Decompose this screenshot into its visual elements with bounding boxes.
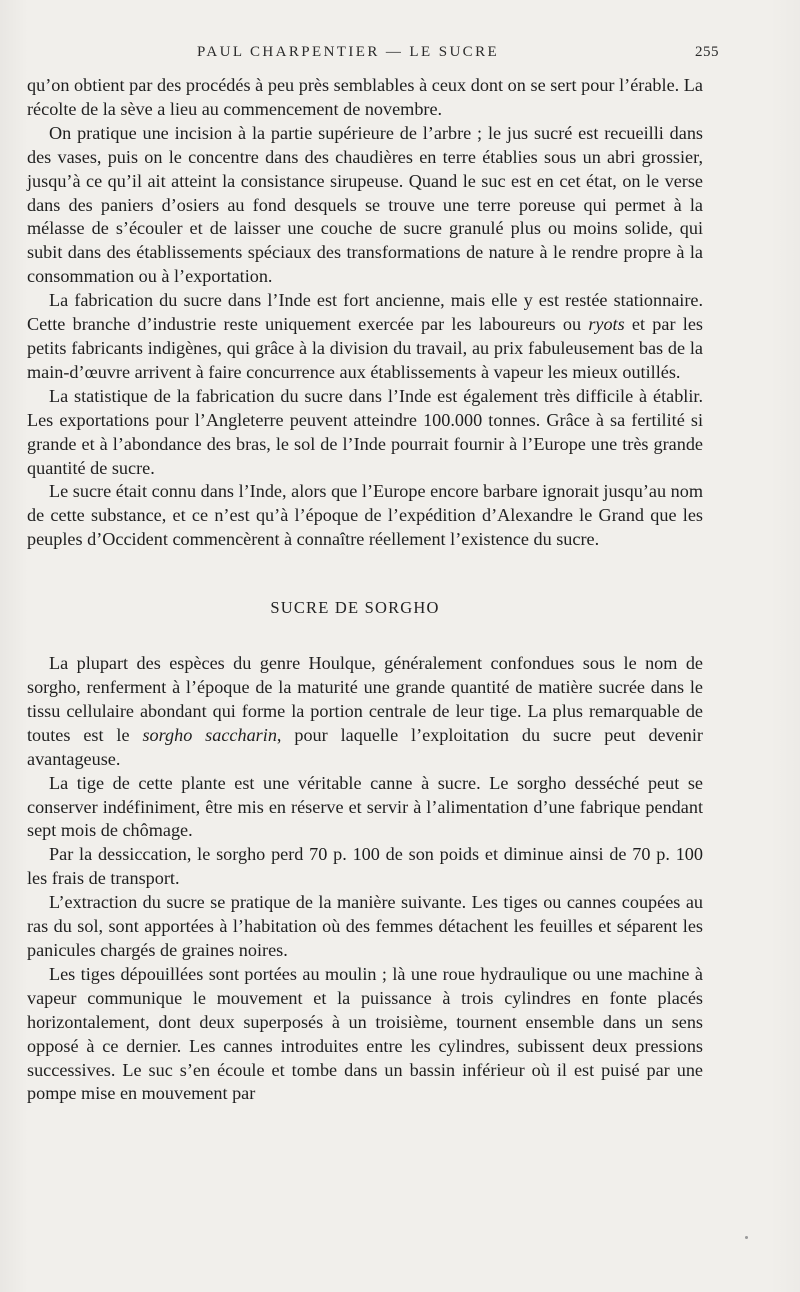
running-head xyxy=(27,38,719,68)
paragraph-inde-fabrication xyxy=(27,289,703,385)
paragraph-histoire: Le sucre était connu dans l’Inde, alors que l’Europe encore barbare ignorait jusqu’au nom de cette substance, et ce n’est qu’à l’époque de l’expédition d’Alexandre le Grand que les peuples d’Occident commencèrent à connaître réellement l’existence du sucre. xyxy=(27,481,703,550)
paragraph-dessiccation: Par la dessiccation, le sorgho perd 70 p. 100 de son poids et diminue ainsi de 70 p. 100 les frais de transport. xyxy=(27,844,703,889)
italic-term-sorgho-saccharin: sorgho saccharin xyxy=(142,724,277,745)
section-1-body xyxy=(27,74,703,552)
running-head-title: PAUL CHARPENTIER — LE SUCRE xyxy=(197,44,500,60)
paragraph-text: , pour laquelle l’exploitation du sucre peut devenir avantageuse. xyxy=(27,724,703,769)
paragraph-continuation: qu’on obtient par des procédés à peu près semblables à ceux dont on se sert pour l’érable. La récolte de la sève a lieu au commencement de novembre. xyxy=(27,75,703,119)
paragraph-statistique: La statistique de la fabrication du sucre dans l’Inde est également très difficile à établir. Les exportations pour l’Angleterre peuvent atteindre 100.000 tonnes. Grâce à sa fertilité si grande et à l’abondance des bras, le sol de l’Inde pourrait fournir à l’Europe une très grande quantité de sucre. xyxy=(27,385,703,478)
book-page xyxy=(27,38,719,1106)
paragraph-text: La fabrication du sucre dans l’Inde est fort ancienne, mais elle y est restée stationnaire. Cette branche d’industrie reste uniquement exercée par les laboureurs ou xyxy=(27,290,703,335)
paragraph-extraction: L’extraction du sucre se pratique de la manière suivante. Les tiges ou cannes coupées au ras du sol, sont apportées à l’habitation où des femmes détachent les feuilles et séparent les panicules chargés de graines noires. xyxy=(27,892,703,960)
paragraph-text: La plupart des espèces du genre Houlque, généralement confondues sous le nom de sorgho, renferment à l’époque de la maturité une grande quantité de matière sucrée dans le tissu cellulaire abondant qui forme la portion centrale de leur tige. La plus remarquable de toutes est le xyxy=(27,653,703,745)
italic-term-ryots: ryots xyxy=(588,314,625,335)
page-number: 255 xyxy=(695,44,719,60)
paragraph-tige: La tige de cette plante est une véritable canne à sucre. Le sorgho desséché peut se conserver indéfiniment, être mis en réserve et servir à l’alimentation d’une fabrique pendant sept mois de chômage. xyxy=(27,772,703,841)
page-speck xyxy=(745,1236,748,1239)
paragraph-moulin: Les tiges dépouillées sont portées au moulin ; là une roue hydraulique ou une machine à vapeur communique le mouvement et la puissance à trois cylindres en fonte placés horizontalement, dont deux superposés à un troisième, tournent ensemble dans un sens opposé à ce dernier. Les cannes introduites entre les cylindres, subissent deux pressions successives. Le suc s’en écoule et tombe dans un bassin inférieur où il est puisé par une pompe mise en mouvement par xyxy=(27,963,703,1104)
paragraph-incision: On pratique une incision à la partie supérieure de l’arbre ; le jus sucré est recueilli dans des vases, puis on le concentre dans des chaudières en terre établies sous un abri grossier, jusqu’à ce qu’il ait atteint la consistance sirupeuse. Quand le suc est en cet état, on le verse dans des paniers d’osiers au fond desquels se trouve une terre poreuse qui permet à la mélasse de s’écouler et de laisser une couche de sucre granulé plus ou moins solide, qui subit dans des établissements spéciaux des transformations de nature à le rendre propre à la consommation ou à l’exportation. xyxy=(27,122,703,287)
paragraph-text: et par les petits fabricants indigènes, qui grâce à la division du travail, au prix fabuleusement bas de la main-d’œuvre arrivent à faire concurrence aux établissements à vapeur les mieux outillés. xyxy=(27,314,703,382)
section-2-body xyxy=(27,652,703,1106)
section-heading: SUCRE DE SORGHO xyxy=(270,598,440,618)
paragraph-houlque xyxy=(27,652,703,772)
